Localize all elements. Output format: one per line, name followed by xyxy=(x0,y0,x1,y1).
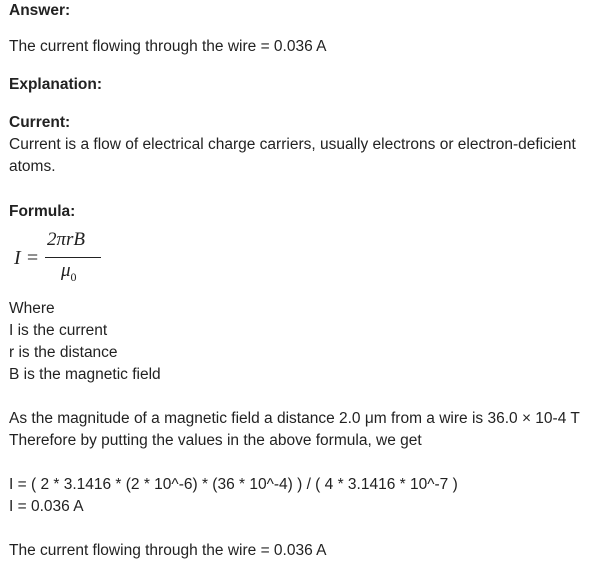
therefore-text: Therefore by putting the values in the above formula, we get xyxy=(9,432,422,449)
answer-heading: Answer: xyxy=(9,2,71,19)
calculation-result: I = 0.036 A xyxy=(9,498,84,515)
current-definition: Current is a flow of electrical charge carriers, usually electrons or electron-deficient atoms. xyxy=(9,136,576,175)
formula-image xyxy=(14,227,104,287)
final-answer-text: The current flowing through the wire = 0.036 A xyxy=(9,542,327,559)
fraction-bar xyxy=(45,257,101,258)
explanation-heading: Explanation: xyxy=(9,76,103,93)
formula-numerator: 2πrB xyxy=(47,229,86,250)
answer-text: The current flowing through the wire = 0.036 A xyxy=(9,38,327,55)
current-heading: Current: xyxy=(9,114,71,131)
definition-distance: r is the distance xyxy=(9,344,118,361)
calculation-line: I = ( 2 * 3.1416 * (2 * 10^-6) * (36 * 10^-4) ) / ( 4 * 3.1416 * 10^-7 ) xyxy=(9,476,458,493)
formula-denominator: $\mu_0$ xyxy=(61,260,77,284)
formula-heading: Formula: xyxy=(9,203,76,220)
formula-lhs: I = xyxy=(14,247,40,269)
definition-field: B is the magnetic field xyxy=(9,366,161,383)
given-values-text: As the magnitude of a magnetic field a distance 2.0 μm from a wire is 36.0 × 10-4 T xyxy=(9,410,580,427)
definition-current: I is the current xyxy=(9,322,108,339)
where-label: Where xyxy=(9,300,55,317)
